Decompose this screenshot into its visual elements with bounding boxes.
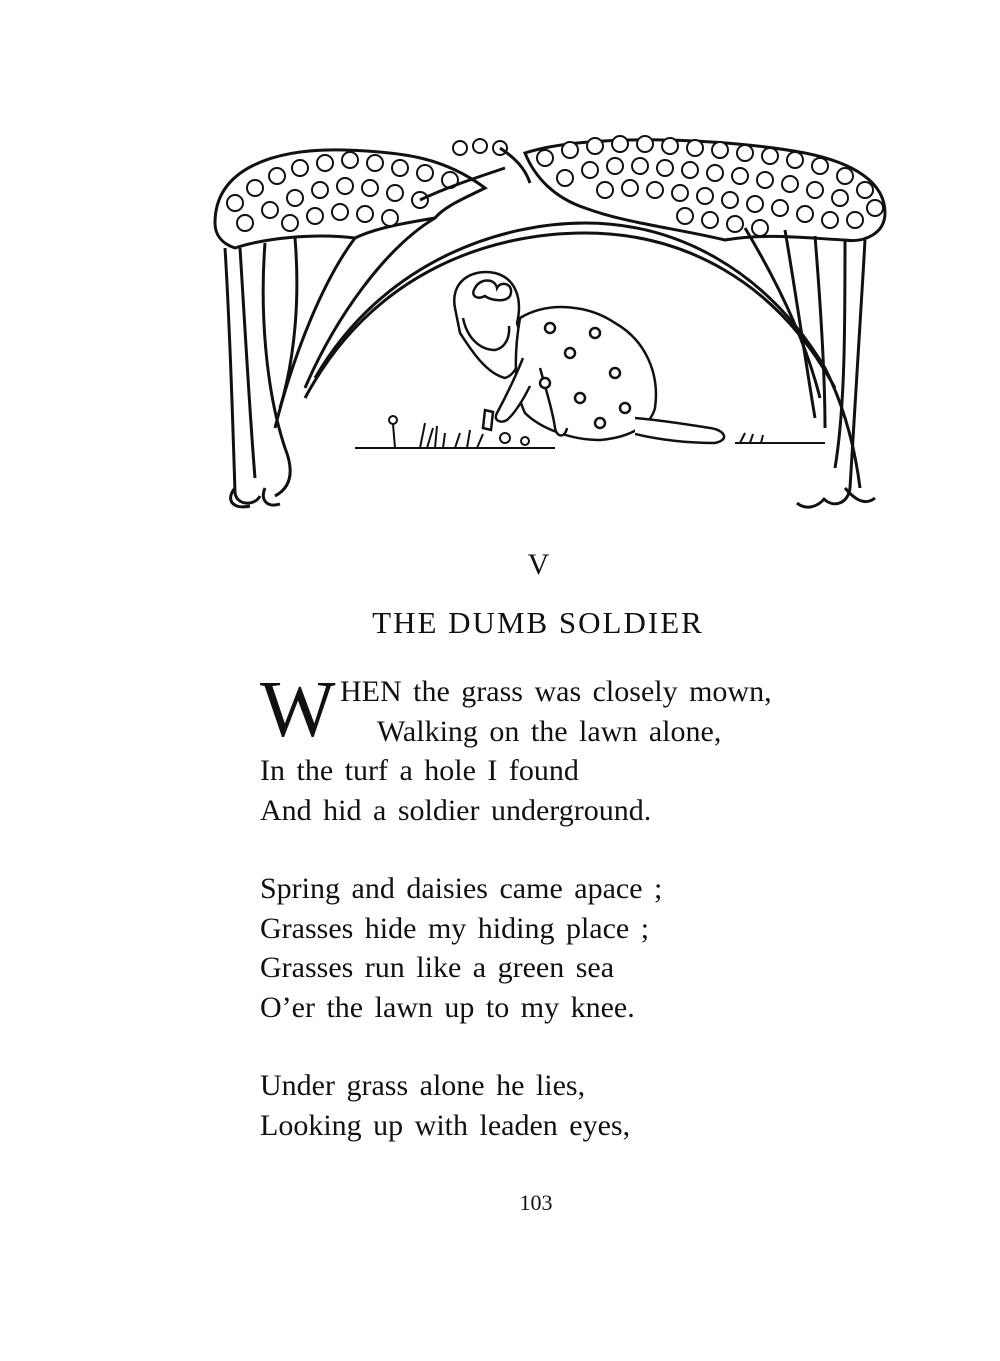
poem-line: Walking on the lawn alone,	[377, 714, 722, 748]
poem-body	[260, 666, 880, 1184]
stanza-3	[260, 1066, 880, 1145]
poem-title: THE DUMB SOLDIER	[372, 605, 704, 640]
page-number: 103	[519, 1190, 553, 1215]
poem-line: Spring and daisies came apace ;	[260, 872, 663, 905]
poem-line: Looking up with leaden eyes,	[260, 1108, 631, 1142]
section-numeral: V	[527, 548, 551, 581]
first-line-text: HEN the grass was closely mown,	[340, 675, 772, 708]
poem-line: In the turf a hole I found	[260, 754, 579, 787]
poem-line: Under grass alone he lies,	[260, 1069, 586, 1102]
tree-arch-girl-illustration-icon	[205, 128, 890, 513]
drop-cap: W	[260, 666, 336, 754]
poem-line: Grasses run like a green sea	[260, 951, 615, 984]
poem-line: Grasses hide my hiding place ;	[260, 911, 650, 945]
illustration-svg	[205, 128, 890, 513]
stanza-2	[260, 869, 880, 1027]
poem-line: O’er the lawn up to my knee.	[260, 990, 635, 1024]
stanza-1	[260, 666, 880, 830]
poem-line: And hid a soldier underground.	[260, 793, 652, 827]
